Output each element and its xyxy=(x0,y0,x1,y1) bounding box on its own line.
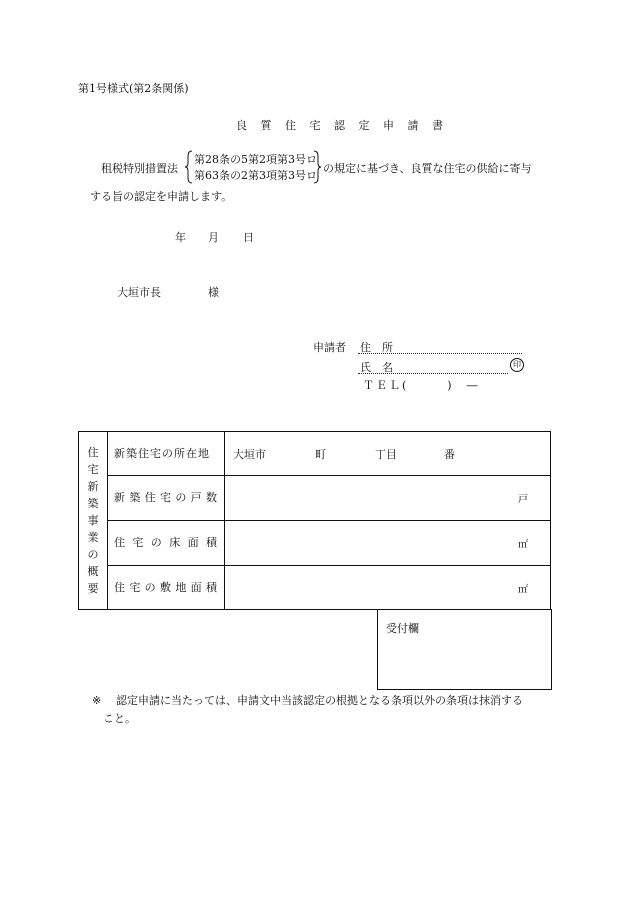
tel-field[interactable]: ＴＥＬ( ) ― xyxy=(363,379,480,392)
addressee-name: 大垣市長 xyxy=(117,286,161,299)
intro-tail: の規定に基づき、良質な住宅の供給に寄与 xyxy=(323,162,532,175)
note-line-2: こと。 xyxy=(103,712,136,725)
town-part: 町 xyxy=(315,447,326,461)
date-day-label: 日 xyxy=(243,231,254,244)
header-char: 概 xyxy=(87,565,99,578)
law-clause-1[interactable]: 第28条の5第2項第3号ロ xyxy=(194,153,317,166)
floor-area-unit: ㎡ xyxy=(518,539,528,551)
form-number: 第1号様式(第2条関係) xyxy=(78,82,189,95)
applicant-label: 申請者 xyxy=(313,341,346,354)
floor-area-label: 住宅の床面積 xyxy=(108,521,225,566)
site-area-value[interactable] xyxy=(225,566,551,610)
header-char: の xyxy=(87,548,99,561)
chome-part: 丁目 xyxy=(375,447,397,461)
table-row xyxy=(79,566,551,610)
table-row xyxy=(79,521,551,566)
units-unit: 戸 xyxy=(518,494,528,506)
right-brace-icon xyxy=(313,150,321,184)
note-mark: ※ xyxy=(92,694,102,707)
header-char: 宅 xyxy=(87,463,99,476)
table-row xyxy=(79,476,551,521)
units-label: 新築住宅の戸数 xyxy=(108,476,225,521)
note-line-1: 認定申請に当たっては、申請文中当該認定の根拠となる条項以外の条項は抹消する xyxy=(116,694,523,707)
housing-summary-table xyxy=(78,431,551,610)
receipt-box xyxy=(377,609,552,690)
header-char: 要 xyxy=(87,582,99,595)
units-value[interactable] xyxy=(225,476,551,521)
site-area-label: 住宅の敷地面積 xyxy=(108,566,225,610)
table-row xyxy=(79,432,551,476)
ban-part: 番 xyxy=(444,447,455,461)
date-year-label: 年 xyxy=(175,231,186,244)
header-char: 築 xyxy=(87,497,99,510)
seal-icon: 印 xyxy=(510,358,524,372)
name-field[interactable] xyxy=(358,373,508,374)
intro-line-2: する旨の認定を申請します。 xyxy=(90,190,233,203)
addressee-honorific: 様 xyxy=(208,286,219,299)
floor-area-value[interactable] xyxy=(225,521,551,566)
address-label: 住 所 xyxy=(360,341,393,354)
location-value[interactable] xyxy=(225,432,551,476)
header-char: 業 xyxy=(87,531,99,544)
address-field[interactable] xyxy=(358,353,522,354)
summary-header xyxy=(79,432,108,610)
site-area-unit: ㎡ xyxy=(518,584,528,595)
header-char: 事 xyxy=(87,514,99,527)
left-brace-icon xyxy=(185,150,193,184)
law-name: 租税特別措置法 xyxy=(101,162,178,175)
city-part: 大垣市 xyxy=(233,447,266,461)
name-label: 氏 名 xyxy=(360,361,393,374)
law-clause-2[interactable]: 第63条の2第3項第3号ロ xyxy=(194,169,317,182)
receipt-label: 受付欄 xyxy=(386,622,419,635)
location-label: 新築住宅の所在地 xyxy=(108,432,225,476)
header-char: 新 xyxy=(87,480,99,493)
header-char: 住 xyxy=(87,446,99,459)
date-month-label: 月 xyxy=(208,231,219,244)
document-title: 良 質 住 宅 認 定 申 請 書 xyxy=(236,119,448,132)
